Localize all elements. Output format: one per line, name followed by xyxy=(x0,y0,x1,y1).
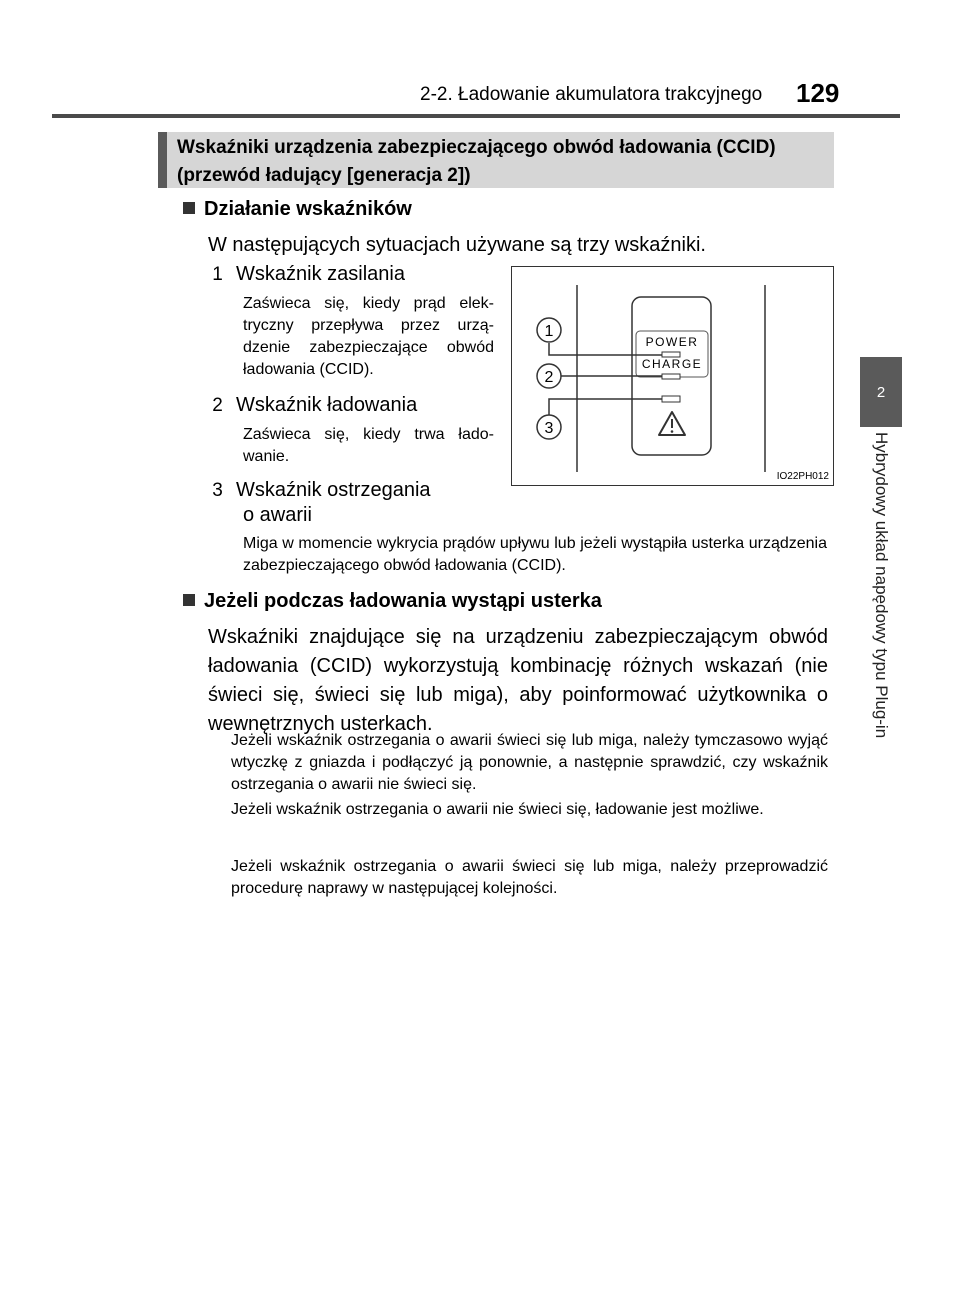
callout-3-number: 3 xyxy=(544,420,554,437)
ccid-diagram xyxy=(512,267,832,484)
square-bullet-icon xyxy=(183,594,195,606)
chapter-number: 2 xyxy=(876,383,886,401)
section1-intro: W następujących sytuacjach używane są trzy wskaźniki. xyxy=(208,234,706,256)
charge-label: CHARGE xyxy=(641,357,703,371)
item-3-title-line-1: Wskaźnik ostrzegania xyxy=(236,479,431,501)
item-2-title xyxy=(211,393,417,418)
page-number: 129 xyxy=(796,78,840,108)
section2-heading-text: Jeżeli podczas ładowania wystąpi usterka xyxy=(204,590,602,612)
section2-intro: Wskaźniki znajdujące się na urządzeniu zabezpieczającym obwód ładowania (CCID) wykorzystują kombinację różnych wskazań (nie świeci się, świeci się lub miga), aby poinformować użytkownika o wewnętrznych usterkach. xyxy=(208,626,828,735)
fault-led-icon xyxy=(662,396,680,402)
figure-code: IO22PH012 xyxy=(776,471,829,482)
note-1: Jeżeli wskaźnik ostrzegania o awarii świeci się lub miga, należy tymczasowo wyjąć wtyczkę z gniazda i podłączyć ją ponownie, a następnie sprawdzić, czy wskaźnik ostrzegania o awarii nie świeci się. xyxy=(231,732,828,793)
item-2-desc: Zaświeca się, kiedy trwa ładowanie. xyxy=(243,426,494,465)
chapter-label-container xyxy=(862,432,900,787)
section2-heading xyxy=(183,590,602,613)
banner-line-1: Wskaźniki urządzenia zabezpieczającego obwód ładowania (CCID) xyxy=(177,137,776,158)
item-3-title-line-2: o awarii xyxy=(243,504,312,526)
item-3-number: 3 xyxy=(212,480,223,501)
chapter-label: Hybrydowy układ napędowy typu Plug-in xyxy=(872,432,891,739)
charge-led-icon xyxy=(662,374,680,379)
item-3-title xyxy=(211,478,431,528)
banner-line-2: (przewód ładujący [generacja 2]) xyxy=(177,165,471,186)
item-1-desc: Zaświeca się, kiedy prąd elektryczny przepływa przez urządzenie zabezpieczające obwód ładowania (CCID). xyxy=(243,295,494,378)
item-1-title xyxy=(211,262,405,287)
note-3: Jeżeli wskaźnik ostrzegania o awarii świeci się lub miga, należy przeprowadzić procedurę naprawy w następującej kolejności. xyxy=(231,858,828,897)
section-banner xyxy=(158,132,834,188)
callout-1-number: 1 xyxy=(544,323,554,340)
header-rule xyxy=(52,114,900,118)
chapter-tab xyxy=(860,357,902,427)
ccid-indicator-figure xyxy=(511,266,834,486)
item-2-title-text: Wskaźnik ładowania xyxy=(236,394,418,416)
section-header: 2-2. Ładowanie akumulatora trakcyjnego xyxy=(420,84,763,105)
item-1-number: 1 xyxy=(212,264,223,285)
power-label: POWER xyxy=(645,335,699,349)
square-bullet-icon xyxy=(183,202,195,214)
section1-heading-text: Działanie wskaźników xyxy=(204,198,412,220)
section1-heading xyxy=(183,198,412,221)
callout-2-number: 2 xyxy=(544,369,554,386)
item-1-title-text: Wskaźnik zasilania xyxy=(236,263,405,285)
item-2-number: 2 xyxy=(212,395,223,416)
item-3-desc: Miga w momencie wykrycia prądów upływu lub jeżeli wystąpiła usterka urządzenia zabezpieczającego obwód ładowania (CCID). xyxy=(243,535,827,574)
note-2: Jeżeli wskaźnik ostrzegania o awarii nie świeci się, ładowanie jest możliwe. xyxy=(231,801,764,818)
